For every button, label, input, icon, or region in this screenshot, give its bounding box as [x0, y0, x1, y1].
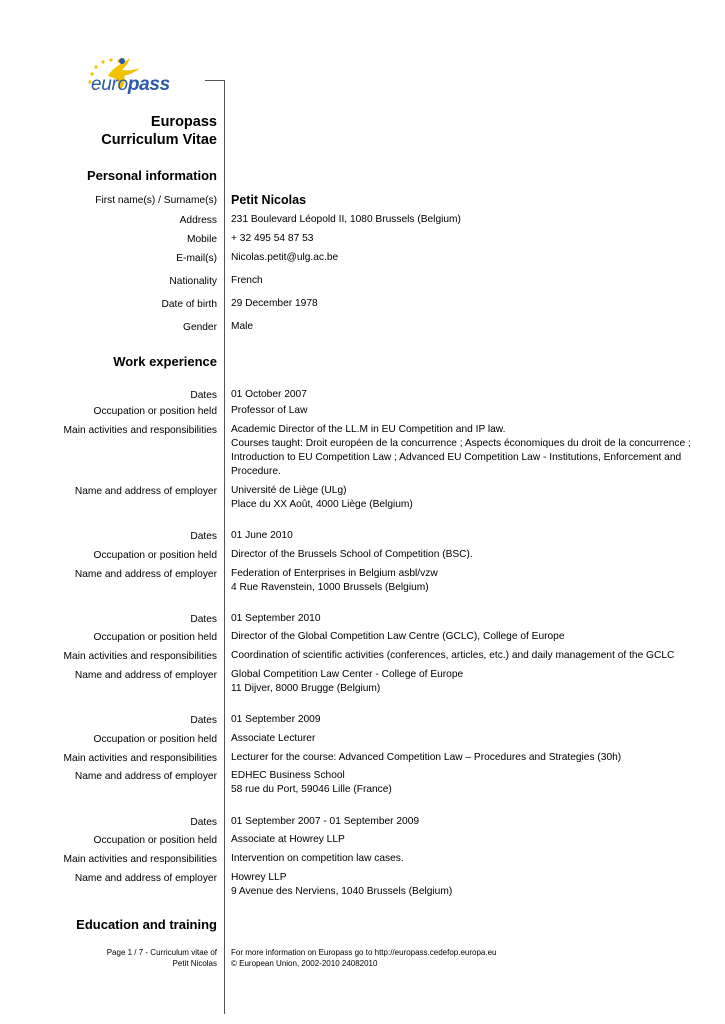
occupation-label: Occupation or position held — [93, 550, 217, 561]
occupation-label: Occupation or position held — [93, 835, 217, 846]
dates-label: Dates — [190, 531, 217, 542]
employer-label: Name and address of employer — [74, 486, 217, 497]
work-dates: 01 October 2007 — [231, 389, 307, 400]
work-dates: 01 June 2010 — [231, 530, 293, 541]
gender-label: Gender — [183, 322, 217, 333]
work-occupation: Professor of Law — [231, 405, 308, 416]
work-employer: Global Competition Law Center - College of Europe 11 Dijver, 8000 Brugge (Belgium) — [231, 669, 464, 694]
employer-label: Name and address of employer — [74, 771, 217, 782]
europass-logo-text: europass — [91, 74, 170, 95]
activities-label: Main activities and responsibilities — [63, 425, 217, 436]
email-label: E-mail(s) — [176, 253, 217, 264]
personal-information-heading: Personal information — [86, 168, 217, 183]
work-employer: EDHEC Business School 58 rue du Port, 59046 Lille (France) — [231, 770, 392, 795]
employer-label: Name and address of employer — [74, 569, 217, 580]
nationality-value: French — [231, 275, 263, 286]
dates-label: Dates — [190, 614, 217, 625]
work-employer: Federation of Enterprises in Belgium asbl/vzw 4 Rue Ravenstein, 1000 Brussels (Belgium) — [231, 568, 438, 593]
name-label: First name(s) / Surname(s) — [95, 195, 217, 206]
education-heading: Education and training — [76, 917, 217, 932]
header-divider-tick — [205, 80, 225, 81]
full-name: Petit Nicolas — [231, 193, 307, 207]
occupation-label: Occupation or position held — [93, 406, 217, 417]
work-occupation: Director of the Brussels School of Competition (BSC). — [231, 549, 473, 560]
dob-label: Date of birth — [161, 299, 217, 310]
activities-label: Main activities and responsibilities — [63, 854, 217, 865]
work-dates: 01 September 2007 - 01 September 2009 — [231, 816, 420, 827]
column-divider-line — [224, 80, 225, 1014]
cv-title: Europass Curriculum Vitae — [101, 114, 217, 148]
dates-label: Dates — [190, 817, 217, 828]
employer-label: Name and address of employer — [74, 670, 217, 681]
work-occupation: Associate Lecturer — [231, 733, 316, 744]
work-activities: Intervention on competition law cases. — [231, 853, 404, 864]
dates-label: Dates — [190, 715, 217, 726]
work-activities: Lecturer for the course: Advanced Competition Law – Procedures and Strategies (30h) — [231, 752, 622, 763]
gender-value: Male — [231, 321, 254, 332]
work-activities: Academic Director of the LL.M in EU Competition and IP law. Courses taught: Droit européen de la concurrence ; Aspects économiques du droit de la concurrence ; Introduction to EU Competition Law ; Advanced EU Competition Law - Institutions, Enforcement and Procedure. — [231, 424, 691, 477]
employer-label: Name and address of employer — [74, 873, 217, 884]
mobile-value: + 32 495 54 87 53 — [231, 233, 314, 244]
work-occupation: Director of the Global Competition Law Centre (GCLC), College of Europe — [231, 631, 565, 642]
work-occupation: Associate at Howrey LLP — [231, 834, 345, 845]
activities-label: Main activities and responsibilities — [63, 651, 217, 662]
activities-label: Main activities and responsibilities — [63, 753, 217, 764]
work-dates: 01 September 2009 — [231, 714, 321, 725]
footer-page-info: Page 1 / 7 - Curriculum vitae of Petit Nicolas — [106, 948, 217, 968]
work-experience-heading: Work experience — [113, 354, 217, 369]
mobile-label: Mobile — [186, 234, 217, 245]
email-value: Nicolas.petit@ulg.ac.be — [231, 252, 339, 263]
address-value: 231 Boulevard Léopold II, 1080 Brussels (Belgium) — [231, 214, 461, 225]
work-employer: Université de Liège (ULg) Place du XX Août, 4000 Liège (Belgium) — [231, 485, 413, 510]
work-dates: 01 September 2010 — [231, 613, 321, 624]
address-label: Address — [179, 215, 217, 226]
dates-label: Dates — [190, 390, 217, 401]
occupation-label: Occupation or position held — [93, 734, 217, 745]
work-activities: Coordination of scientific activities (conferences, articles, etc.) and daily management of the GCLC — [231, 650, 675, 661]
work-employer: Howrey LLP 9 Avenue des Nerviens, 1040 Brussels (Belgium) — [231, 872, 453, 897]
nationality-label: Nationality — [169, 276, 217, 287]
occupation-label: Occupation or position held — [93, 632, 217, 643]
dob-value: 29 December 1978 — [231, 298, 318, 309]
footer-europass-info: For more information on Europass go to http://europass.cedefop.europa.eu © European Union, 2002-2010 24082010 — [231, 948, 497, 968]
